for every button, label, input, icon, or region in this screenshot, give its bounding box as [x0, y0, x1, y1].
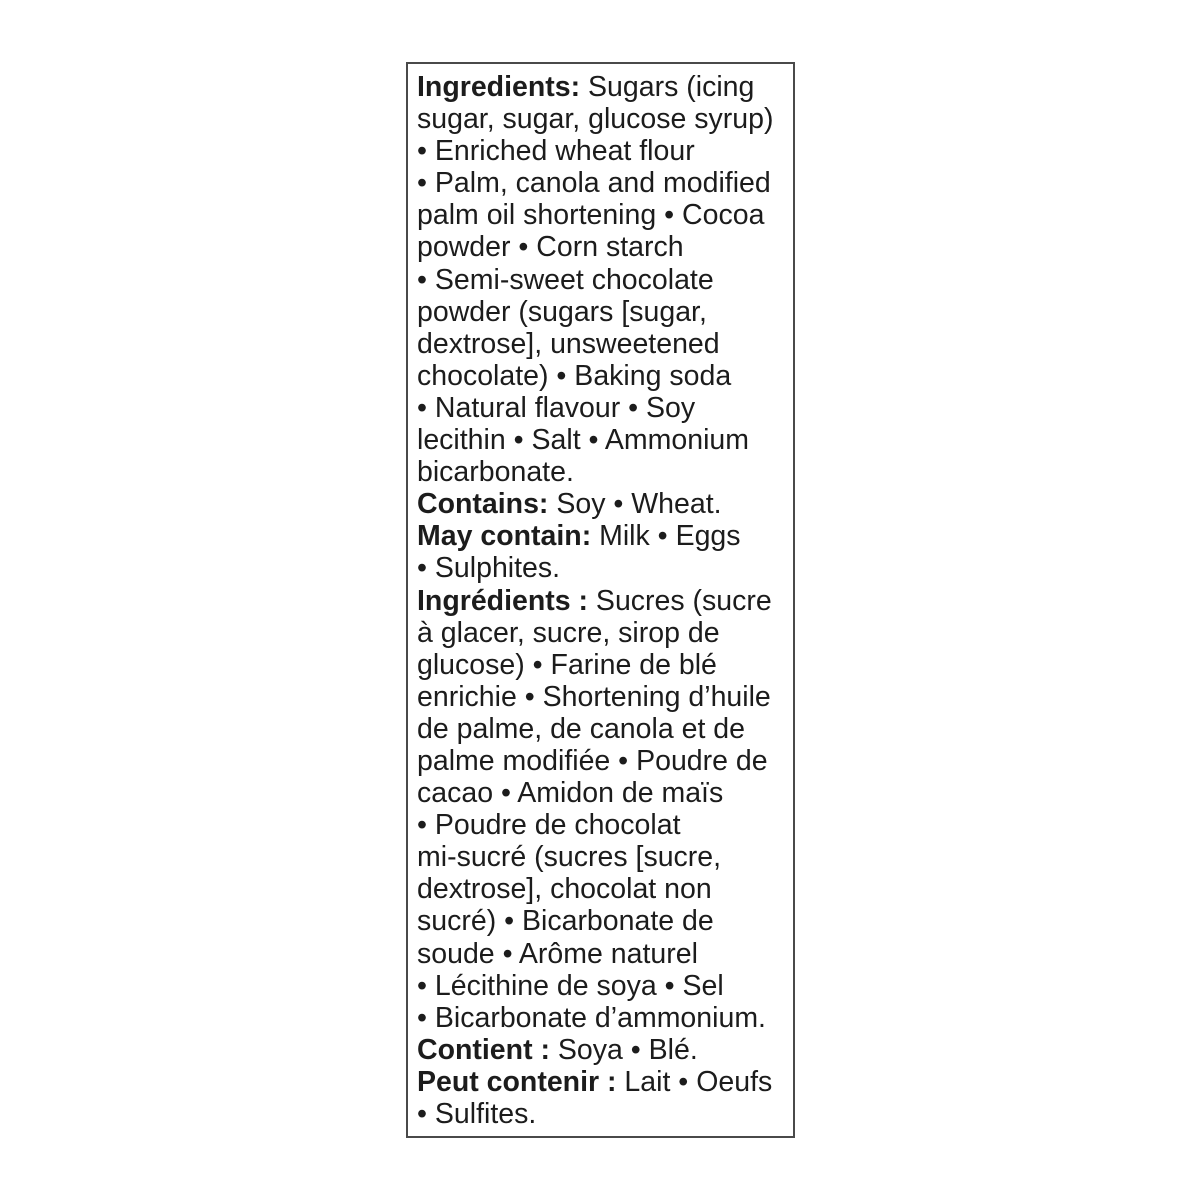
label-line	[417, 1098, 784, 1130]
label-line	[417, 424, 784, 456]
label-line	[417, 970, 784, 1002]
label-line	[417, 745, 784, 777]
line-text: lecithin • Salt • Ammonium	[417, 424, 749, 457]
line-text: sugar, sugar, glucose syrup)	[417, 103, 774, 136]
line-text: Soya • Blé.	[549, 1033, 698, 1066]
line-text: • Enriched wheat flour	[417, 135, 695, 168]
label-line	[417, 681, 784, 713]
label-line	[417, 552, 784, 584]
label-line	[417, 617, 784, 649]
label-line	[417, 1034, 784, 1066]
label-line	[417, 938, 784, 970]
label-line	[417, 649, 784, 681]
label-line	[417, 296, 784, 328]
line-text: • Sulfites.	[417, 1098, 537, 1130]
section-heading: Ingrédients :	[417, 584, 589, 617]
line-text: cacao • Amidon de maïs	[417, 777, 724, 810]
line-text: Sugars (icing	[580, 71, 755, 103]
line-text: • Natural flavour • Soy	[417, 391, 696, 424]
line-text: Lait • Oeufs	[616, 1065, 773, 1098]
label-line	[417, 520, 784, 552]
line-text: powder • Corn starch	[417, 231, 684, 264]
label-line	[417, 713, 784, 745]
label-line	[417, 873, 784, 905]
line-text: Soy • Wheat.	[548, 488, 722, 521]
label-line	[417, 231, 784, 263]
section-heading: Contient :	[417, 1033, 550, 1066]
line-text: palm oil shortening • Cocoa	[417, 199, 765, 232]
label-line	[417, 488, 784, 520]
label-line	[417, 456, 784, 488]
label-line	[417, 777, 784, 809]
ingredients-label	[406, 62, 795, 1138]
label-line	[417, 328, 784, 360]
label-line	[417, 392, 784, 424]
line-text: • Semi-sweet chocolate	[417, 263, 714, 296]
line-text: palme modifiée • Poudre de	[417, 744, 768, 777]
label-line	[417, 103, 784, 135]
line-text: de palme, de canola et de	[417, 712, 745, 745]
line-text: sucré) • Bicarbonate de	[417, 905, 714, 938]
line-text: Sucres (sucre	[588, 584, 772, 617]
label-line	[417, 71, 784, 103]
line-text: glucose) • Farine de blé	[417, 648, 717, 681]
label-line	[417, 167, 784, 199]
line-text: • Poudre de chocolat	[417, 809, 681, 842]
label-line	[417, 135, 784, 167]
line-text: dextrose], unsweetened	[417, 327, 720, 360]
line-text: • Palm, canola and modified	[417, 167, 771, 200]
line-text: soude • Arôme naturel	[417, 937, 698, 970]
label-line	[417, 809, 784, 841]
label-line	[417, 199, 784, 231]
line-text: mi-sucré (sucres [sucre,	[417, 841, 722, 874]
line-text: à glacer, sucre, sirop de	[417, 616, 720, 649]
label-line	[417, 264, 784, 296]
section-heading: Ingredients:	[417, 71, 581, 103]
label-line	[417, 585, 784, 617]
line-text: • Lécithine de soya • Sel	[417, 969, 724, 1002]
line-text: dextrose], chocolat non	[417, 873, 712, 906]
label-line	[417, 1066, 784, 1098]
section-heading: May contain:	[417, 520, 592, 553]
line-text: Milk • Eggs	[591, 520, 741, 553]
line-text: • Sulphites.	[417, 552, 561, 585]
section-heading: Peut contenir :	[417, 1065, 617, 1098]
line-text: • Bicarbonate d’ammonium.	[417, 1001, 766, 1034]
ingredients-text-block	[417, 71, 784, 1130]
line-text: bicarbonate.	[417, 456, 574, 489]
line-text: enrichie • Shortening d’huile	[417, 680, 771, 713]
line-text: chocolate) • Baking soda	[417, 359, 732, 392]
section-heading: Contains:	[417, 488, 549, 521]
label-line	[417, 1002, 784, 1034]
line-text: powder (sugars [sugar,	[417, 295, 707, 328]
label-line	[417, 905, 784, 937]
label-line	[417, 841, 784, 873]
label-line	[417, 360, 784, 392]
